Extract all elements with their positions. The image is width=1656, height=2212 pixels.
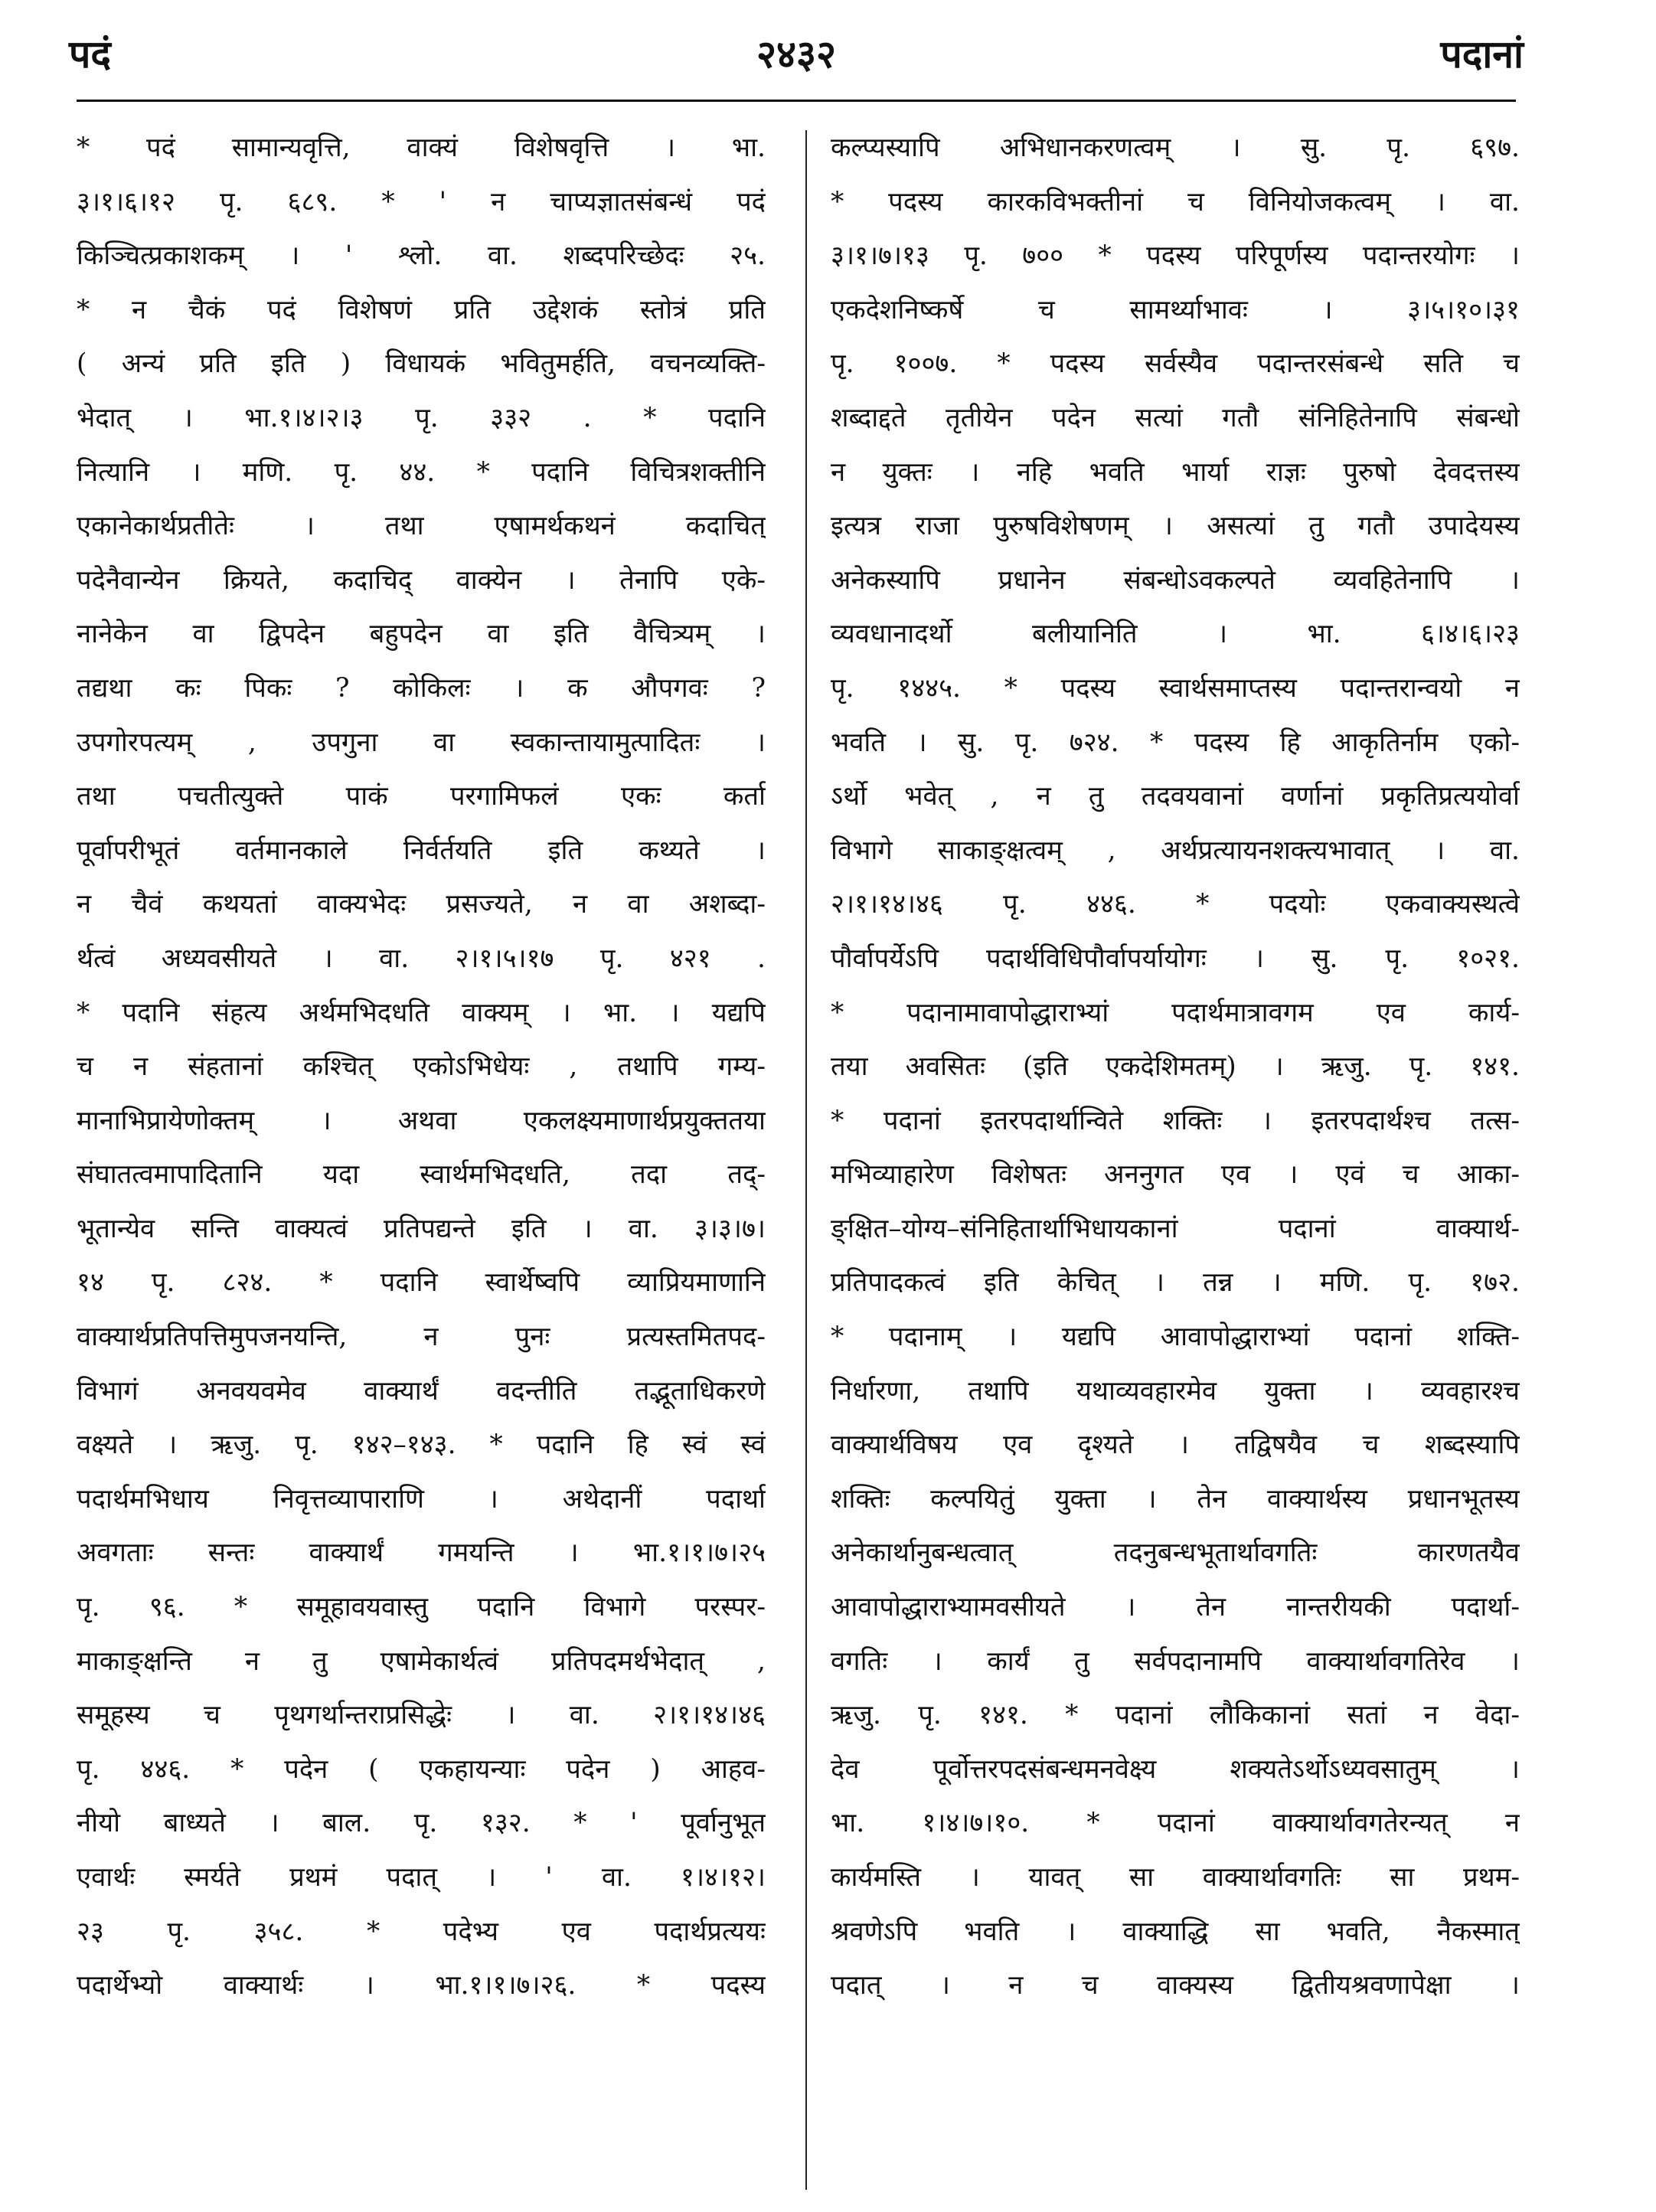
text-line: समूहस्य च पृथगर्थान्तराप्रसिद्धेः । वा. २।१।१४।४६ bbox=[77, 1700, 766, 1731]
text-line: पदेनैवान्येन क्रियते, कदाचिद् वाक्येन । तेनापि एके- bbox=[77, 564, 766, 596]
text-line: * न चैकं पदं विशेषणं प्रति उद्देशकं स्तोत्रं प्रति bbox=[77, 294, 766, 325]
left-column bbox=[77, 121, 766, 2196]
text-line: पृ. १४४५. * पदस्य स्वार्थसमाप्तस्य पदान्तरान्वयो न bbox=[831, 672, 1520, 704]
text-line: * पदस्य कारकविभक्तीनां च विनियोजकत्वम् । वा. bbox=[831, 186, 1520, 217]
text-line: ३।१।६।१२ पृ. ६८९. * ' न चाप्यज्ञातसंबन्धं पदं bbox=[77, 186, 766, 217]
page-header bbox=[69, 28, 1524, 96]
text-line: * पदानि संहत्य अर्थमभिदधति वाक्यम् । भा. । यद्यपि bbox=[77, 997, 766, 1028]
text-line: वगतिः । कार्यं तु सर्वपदानामपि वाक्यार्थावगतिरेव । bbox=[831, 1645, 1520, 1677]
header-rule bbox=[77, 100, 1516, 102]
text-line: प्रतिपादकत्वं इति केचित् । तन्न । मणि. पृ. १७२. bbox=[831, 1267, 1520, 1299]
text-line: व्यवधानादर्थो बलीयानिति । भा. ६।४।६।२३ bbox=[831, 619, 1520, 650]
text-line: नित्यानि । मणि. पृ. ४४. * पदानि विचित्रशक्तीनि bbox=[77, 456, 766, 488]
page-number: २४३२ bbox=[756, 31, 836, 77]
text-line: कार्यमस्ति । यावत् सा वाक्यार्थावगतिः सा प्रथम- bbox=[831, 1862, 1520, 1893]
text-line: शक्तिः कल्पयितुं युक्ता । तेन वाक्यार्थस्य प्रधानभूतस्य bbox=[831, 1483, 1520, 1514]
text-line: नानेकेन वा द्विपदेन बहुपदेन वा इति वैचित्र्यम् । bbox=[77, 619, 766, 650]
text-line: २।१।१४।४६ पृ. ४४६. * पदयोः एकवाक्यस्थत्वे bbox=[831, 889, 1520, 920]
text-line: शब्दाद्दते तृतीयेन पदेन सत्यां गतौ संनिहितेनापि संबन्धो bbox=[831, 402, 1520, 433]
text-line: वक्ष्यते । ऋजु. पृ. १४२–१४३. * पदानि हि स्वं स्वं bbox=[77, 1429, 766, 1461]
text-line: पदार्थमभिधाय निवृत्तव्यापाराणि । अथेदानीं पदार्था bbox=[77, 1483, 766, 1514]
text-line: मानाभिप्रायेणोक्तम् । अथवा एकलक्ष्यमाणार्थप्रयुक्ततया bbox=[77, 1105, 766, 1136]
text-line: अवगताः सन्तः वाक्यार्थं गमयन्ति । भा.१।१।७।२५ bbox=[77, 1537, 766, 1569]
text-line: पदार्थेभ्यो वाक्यार्थः । भा.१।१।७।२६. * पदस्य bbox=[77, 1970, 766, 2001]
text-line: उपगोरपत्यम् , उपगुना वा स्वकान्तायामुत्पादितः । bbox=[77, 727, 766, 758]
text-line: ऽर्थो भवेत् , न तु तदवयवानां वर्णानां प्रकृतिप्रत्ययोर्वा bbox=[831, 781, 1520, 812]
right-column bbox=[831, 121, 1520, 2196]
text-line: * पदानाम् । यद्यपि आवापोद्धाराभ्यां पदानां शक्ति- bbox=[831, 1322, 1520, 1353]
text-line: अनेकस्यापि प्रधानेन संबन्धोऽवकल्पते व्यवहितेनापि । bbox=[831, 564, 1520, 596]
text-line: ( अन्यं प्रति इति ) विधायकं भवितुमर्हति, वचनव्यक्ति- bbox=[77, 348, 766, 380]
text-line: इत्यत्र राजा पुरुषविशेषणम् । असत्यां तु गतौ उपादेयस्य bbox=[831, 511, 1520, 542]
text-line: विभागे साकाङ्क्षत्वम् , अर्थप्रत्यायनशक्त्यभावात् । वा. bbox=[831, 835, 1520, 866]
text-line: कल्प्यस्यापि अभिधानकरणत्वम् । सु. पृ. ६९७. bbox=[831, 132, 1520, 163]
text-line: तथा पचतीत्युक्ते पाकं परगामिफलं एकः कर्ता bbox=[77, 781, 766, 812]
text-line: एकानेकार्थप्रतीतेः । तथा एषामर्थकथनं कदाचित् bbox=[77, 511, 766, 542]
text-line: वाक्यार्थप्रतिपत्तिमुपजनयन्ति, न पुनः प्रत्यस्तमितपद- bbox=[77, 1322, 766, 1353]
text-line: किञ्चित्प्रकाशकम् । ' श्लो. वा. शब्दपरिच्छेदः २५. bbox=[77, 240, 766, 272]
text-line: मभिव्याहारेण विशेषतः अननुगत एव । एवं च आका- bbox=[831, 1159, 1520, 1191]
text-line: तया अवसितः (इति एकदेशिमतम्) । ऋजु. पृ. १४१. bbox=[831, 1051, 1520, 1083]
text-line: पृ. ४४६. * पदेन ( एकहायन्याः पदेन ) आहव- bbox=[77, 1753, 766, 1785]
text-line: न युक्तः । नहि भवति भार्या राज्ञः पुरुषो देवदत्तस्य bbox=[831, 456, 1520, 488]
text-line: * पदानामावापोद्धाराभ्यां पदार्थमात्रावगम एव कार्य- bbox=[831, 997, 1520, 1028]
text-line: एकदेशनिष्कर्षे च सामर्थ्याभावः । ३।५।१०।३१ bbox=[831, 294, 1520, 325]
text-line: निर्धारणा, तथापि यथाव्यवहारमेव युक्ता । व्यवहारश्च bbox=[831, 1375, 1520, 1407]
text-line: पृ. ९६. * समूहावयवास्तु पदानि विभागे परस्पर- bbox=[77, 1592, 766, 1623]
text-line: देव पूर्वोत्तरपदसंबन्धमनवेक्ष्य शक्यतेऽर्थोऽध्यवसातुम् । bbox=[831, 1753, 1520, 1785]
text-line: २३ पृ. ३५८. * पदेभ्य एव पदार्थप्रत्ययः bbox=[77, 1916, 766, 1947]
text-line: आवापोद्धाराभ्यामवसीयते । तेन नान्तरीयकी पदार्था- bbox=[831, 1592, 1520, 1623]
column-divider bbox=[805, 130, 807, 2190]
text-line: संघातत्वमापादितानि यदा स्वार्थमभिदधति, तदा तद्- bbox=[77, 1159, 766, 1191]
text-line: भूतान्येव सन्ति वाक्यत्वं प्रतिपद्यन्ते इति । वा. ३।३।७। bbox=[77, 1213, 766, 1244]
text-line: पदात् । न च वाक्यस्य द्वितीयश्रवणापेक्षा । bbox=[831, 1970, 1520, 2001]
text-line: ऋजु. पृ. १४१. * पदानां लौकिकानां सतां न वेदा- bbox=[831, 1700, 1520, 1731]
text-line: न चैवं कथयतां वाक्यभेदः प्रसज्यते, न वा अशब्दा- bbox=[77, 889, 766, 920]
header-left-guide-word: पदं bbox=[69, 31, 111, 77]
text-line: १४ पृ. ८२४. * पदानि स्वार्थेष्वपि व्याप्रियमाणानि bbox=[77, 1267, 766, 1299]
text-line: एवार्थः स्मर्यते प्रथमं पदात् । ' वा. १।४।१२। bbox=[77, 1862, 766, 1893]
text-line: नीयो बाध्यते । बाल. पृ. १३२. * ' पूर्वानुभूत bbox=[77, 1808, 766, 1839]
header-right-guide-word: पदानां bbox=[1440, 31, 1524, 77]
text-line: भा. १।४।७।१०. * पदानां वाक्यार्थावगतेरन्यत् न bbox=[831, 1808, 1520, 1839]
text-line: ङ्क्षित–योग्य–संनिहितार्थाभिधायकानां पदानां वाक्यार्थ- bbox=[831, 1213, 1520, 1244]
text-line: अनेकार्थानुबन्धत्वात् तदनुबन्धभूतार्थावगतिः कारणतयैव bbox=[831, 1537, 1520, 1569]
text-line: श्रवणेऽपि भवति । वाक्याद्धि सा भवति, नैकस्मात् bbox=[831, 1916, 1520, 1947]
text-line: भेदात् । भा.१।४।२।३ पृ. ३३२ . * पदानि bbox=[77, 402, 766, 433]
text-line: पौर्वापर्येऽपि पदार्थविधिपौर्वापर्यायोगः । सु. पृ. १०२१. bbox=[831, 943, 1520, 974]
text-line: च न संहतानां कश्चित् एकोऽभिधेयः , तथापि गम्य- bbox=[77, 1051, 766, 1083]
text-line: पूर्वापरीभूतं वर्तमानकाले निर्वर्तयति इति कथ्यते । bbox=[77, 835, 766, 866]
text-line: र्थत्वं अध्यवसीयते । वा. २।१।५।१७ पृ. ४२१ . bbox=[77, 943, 766, 974]
text-line: ३।१।७।१३ पृ. ७०० * पदस्य परिपूर्णस्य पदान्तरयोगः । bbox=[831, 240, 1520, 272]
text-line: विभागं अनवयवमेव वाक्यार्थं वदन्तीति तद्भूताधिकरणे bbox=[77, 1375, 766, 1407]
text-line: तद्यथा कः पिकः ? कोकिलः । क औपगवः ? bbox=[77, 672, 766, 704]
text-line: वाक्यार्थविषय एव दृश्यते । तद्विषयैव च शब्दस्यापि bbox=[831, 1429, 1520, 1461]
text-line: भवति । सु. पृ. ७२४. * पदस्य हि आकृतिर्नाम एको- bbox=[831, 727, 1520, 758]
text-line: माकाङ्क्षन्ति न तु एषामेकार्थत्वं प्रतिपदमर्थभेदात् , bbox=[77, 1645, 766, 1677]
text-line: * पदं सामान्यवृत्ति, वाक्यं विशेषवृत्ति । भा. bbox=[77, 132, 766, 163]
text-line: पृ. १००७. * पदस्य सर्वस्यैव पदान्तरसंबन्धे सति च bbox=[831, 348, 1520, 380]
text-line: * पदानां इतरपदार्थान्विते शक्तिः । इतरपदार्थश्च तत्स- bbox=[831, 1105, 1520, 1136]
